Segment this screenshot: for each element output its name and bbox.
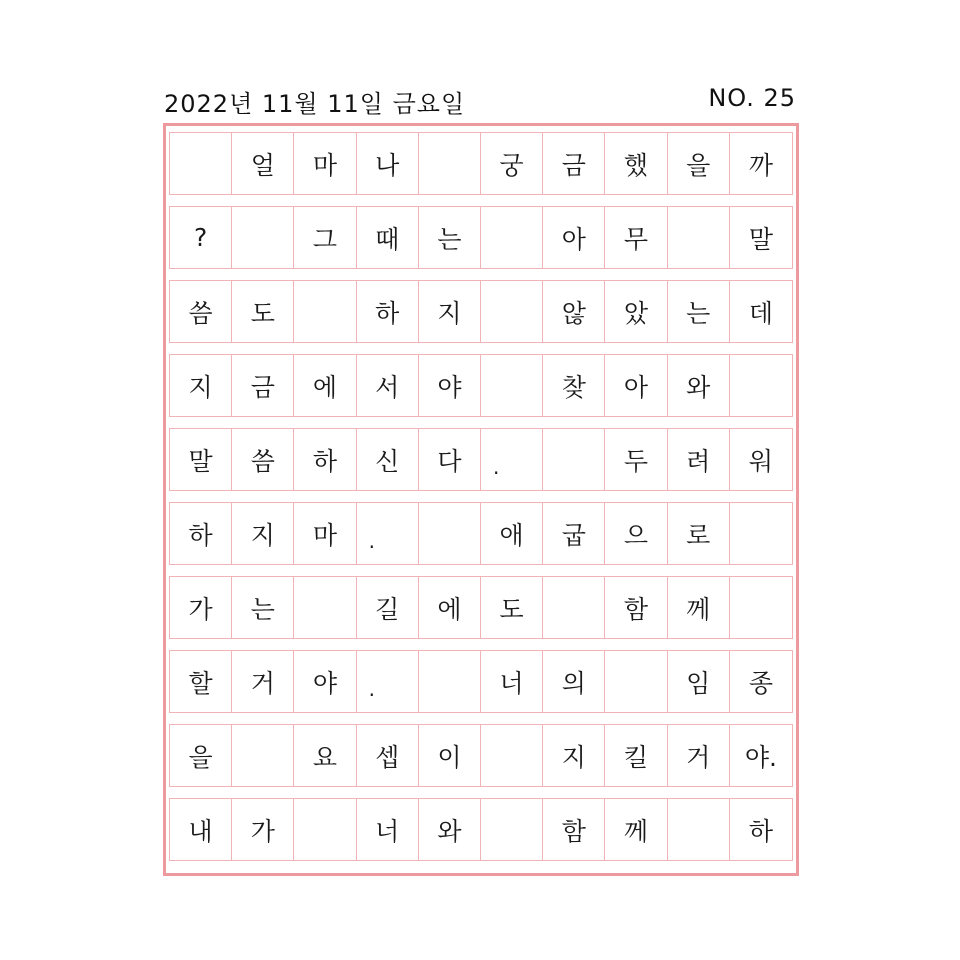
manuscript-row (169, 206, 793, 269)
manuscript-cell: 임 (668, 651, 730, 712)
manuscript-cell: 나 (357, 133, 419, 194)
manuscript-cell: 함 (605, 577, 667, 638)
manuscript-cell: 할 (170, 651, 232, 712)
manuscript-row (169, 650, 793, 713)
manuscript-cell (419, 503, 481, 564)
manuscript-cell: ? (170, 207, 232, 268)
manuscript-cell: 가 (170, 577, 232, 638)
manuscript-cell: 찾 (543, 355, 605, 416)
manuscript-cell: 때 (357, 207, 419, 268)
manuscript-cell: 지 (419, 281, 481, 342)
manuscript-cell: 께 (668, 577, 730, 638)
manuscript-cell: 데 (748, 298, 773, 328)
manuscript-row (169, 798, 793, 861)
manuscript-cell: 신 (357, 429, 419, 490)
manuscript-cell (481, 207, 543, 268)
manuscript-row (169, 132, 793, 195)
manuscript-cell: 셉 (357, 725, 419, 786)
manuscript-row (169, 354, 793, 417)
manuscript-cell: 킬 (605, 725, 667, 786)
manuscript-cell: 이 (419, 725, 481, 786)
manuscript-row (169, 428, 793, 491)
manuscript-cell: 마 (294, 133, 356, 194)
manuscript-cell: . (357, 503, 419, 564)
manuscript-cell (232, 725, 294, 786)
manuscript-cell: 무 (605, 207, 667, 268)
manuscript-cell: 까 (748, 150, 773, 180)
page-number: NO. 25 (708, 84, 796, 112)
manuscript-cell: 너 (357, 799, 419, 860)
manuscript-cell: 았 (605, 281, 667, 342)
manuscript-cell: 다 (419, 429, 481, 490)
manuscript-cell (543, 429, 605, 490)
manuscript-cell (232, 207, 294, 268)
manuscript-sheet (163, 123, 799, 876)
manuscript-cell (668, 799, 730, 860)
manuscript-cell: 려 (668, 429, 730, 490)
manuscript-cell: 와 (419, 799, 481, 860)
manuscript-cell (668, 207, 730, 268)
manuscript-cell: 그 (294, 207, 356, 268)
manuscript-cell: 는 (419, 207, 481, 268)
manuscript-cell: 하 (294, 429, 356, 490)
manuscript-cell: 아 (543, 207, 605, 268)
manuscript-cell: 너 (481, 651, 543, 712)
manuscript-cell: 금 (232, 355, 294, 416)
manuscript-cell: 에 (419, 577, 481, 638)
manuscript-cell: 께 (605, 799, 667, 860)
manuscript-cell: . (481, 429, 543, 490)
manuscript-cell: 씀 (232, 429, 294, 490)
manuscript-cell: 애 (481, 503, 543, 564)
manuscript-cell: 내 (170, 799, 232, 860)
manuscript-cell (481, 355, 543, 416)
manuscript-cell (730, 577, 792, 638)
manuscript-cell: 에 (294, 355, 356, 416)
manuscript-cell: 지 (232, 503, 294, 564)
manuscript-cell (170, 133, 232, 194)
manuscript-cell (481, 799, 543, 860)
manuscript-row (169, 724, 793, 787)
manuscript-cell (605, 651, 667, 712)
diary-date: 2022년 11월 11일 금요일 (164, 90, 466, 118)
manuscript-cell: 길 (357, 577, 419, 638)
manuscript-cell: 야. (744, 742, 777, 772)
manuscript-cell: 으 (605, 503, 667, 564)
manuscript-cell: 씀 (170, 281, 232, 342)
manuscript-cell: 와 (668, 355, 730, 416)
manuscript-cell: 않 (543, 281, 605, 342)
manuscript-cell: 하 (357, 281, 419, 342)
manuscript-cell: 서 (357, 355, 419, 416)
manuscript-cell: 아 (605, 355, 667, 416)
manuscript-cell (294, 281, 356, 342)
manuscript-cell: 거 (668, 725, 730, 786)
manuscript-cell: 로 (668, 503, 730, 564)
manuscript-cell: 을 (170, 725, 232, 786)
manuscript-cell: 두 (605, 429, 667, 490)
manuscript-cell: 궁 (481, 133, 543, 194)
manuscript-cell: 야 (294, 651, 356, 712)
manuscript-cell: 의 (543, 651, 605, 712)
manuscript-cell: 종 (748, 668, 773, 698)
manuscript-cell: 가 (232, 799, 294, 860)
manuscript-cell: 도 (481, 577, 543, 638)
manuscript-cell: 금 (543, 133, 605, 194)
manuscript-cell: 요 (294, 725, 356, 786)
manuscript-cell: 말 (170, 429, 232, 490)
manuscript-cell (419, 651, 481, 712)
manuscript-cell: 을 (668, 133, 730, 194)
manuscript-cell: . (357, 651, 419, 712)
manuscript-cell (543, 577, 605, 638)
manuscript-cell: 지 (543, 725, 605, 786)
manuscript-cell (419, 133, 481, 194)
manuscript-cell (294, 799, 356, 860)
manuscript-cell (294, 577, 356, 638)
manuscript-cell: 도 (232, 281, 294, 342)
manuscript-cell (481, 725, 543, 786)
manuscript-cell: 함 (543, 799, 605, 860)
manuscript-cell: 말 (748, 224, 773, 254)
manuscript-row (169, 280, 793, 343)
manuscript-cell: 했 (605, 133, 667, 194)
manuscript-cell (730, 503, 792, 564)
manuscript-cell: 거 (232, 651, 294, 712)
manuscript-cell: 는 (232, 577, 294, 638)
manuscript-cell (730, 355, 792, 416)
manuscript-cell: 하 (170, 503, 232, 564)
manuscript-cell: 굽 (543, 503, 605, 564)
manuscript-row (169, 576, 793, 639)
manuscript-row (169, 502, 793, 565)
manuscript-cell: 워 (748, 446, 773, 476)
manuscript-cell: 지 (170, 355, 232, 416)
manuscript-cell: 야 (419, 355, 481, 416)
manuscript-cell: 얼 (232, 133, 294, 194)
manuscript-cell (481, 281, 543, 342)
manuscript-cell: 마 (294, 503, 356, 564)
manuscript-cell: 하 (748, 816, 773, 846)
manuscript-cell: 는 (668, 281, 730, 342)
